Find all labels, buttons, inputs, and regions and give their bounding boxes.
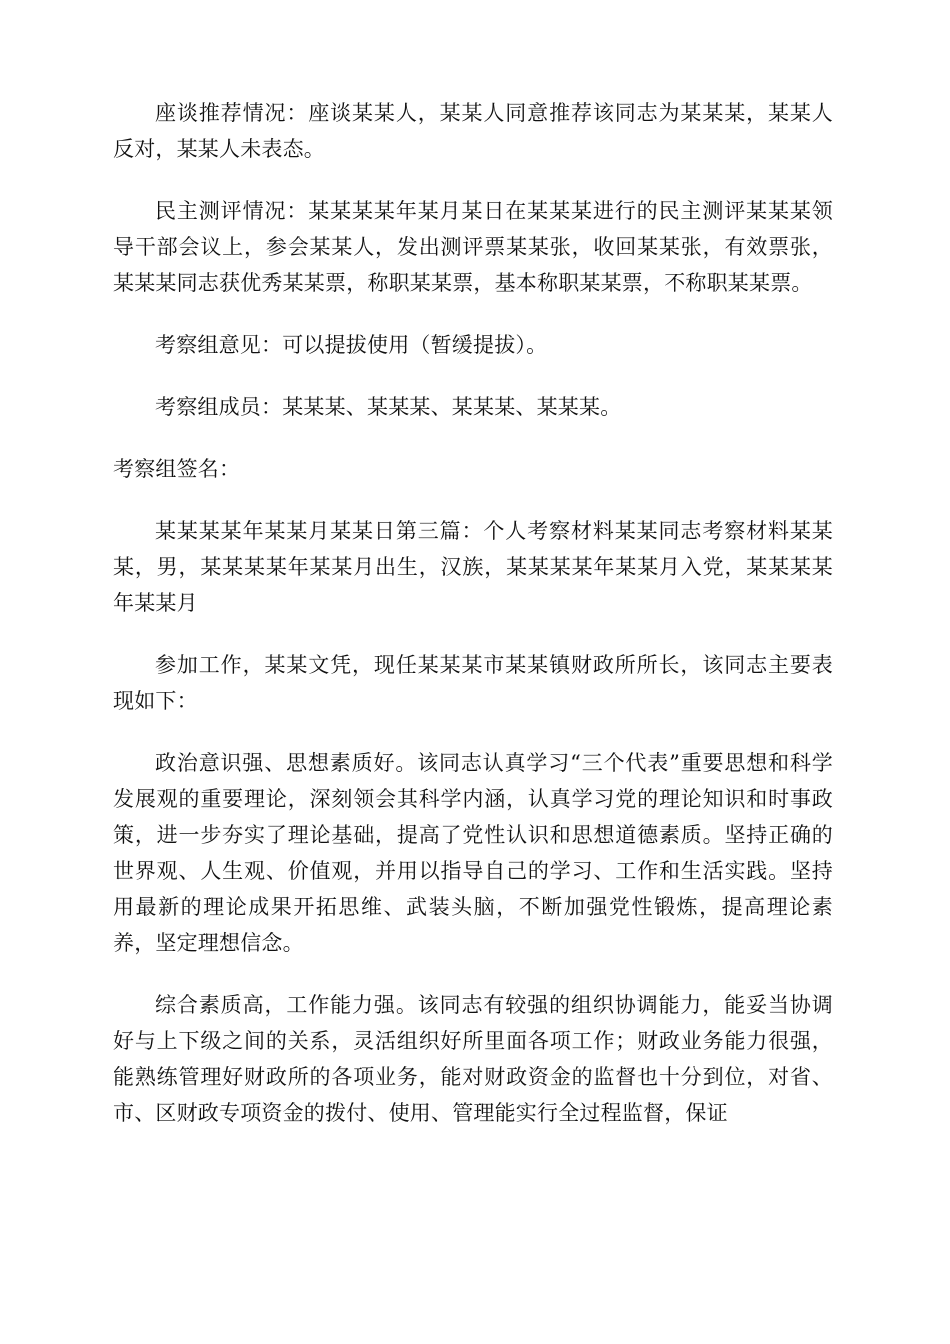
paragraph-work-info: 参加工作，某某文凭，现任某某某市某某镇财政所所长，该同志主要表现如下： [113,653,833,713]
paragraph-group-signature: 考察组签名： [113,457,241,481]
document-body [113,95,833,1157]
paragraph-political-awareness: 政治意识强、思想素质好。该同志认真学习“三个代表”重要思想和科学发展观的重要理论，深刻领会其科学内涵，认真学习党的理论知识和时事政策，进一步夯实了理论基础，提高了党性认识和思想道德素质。坚持正确的世界观、人生观、价值观，并用以指导自己的学习、工作和生活实践。坚持用最新的理论成果开拓思维、武装头脑，不断加强党性锻炼，提高理论素养，坚定理想信念。 [113,751,833,955]
paragraph-group-opinion: 考察组意见：可以提拔使用（暂缓提拔）。 [155,333,548,357]
paragraph-evaluation: 民主测评情况：某某某某年某月某日在某某某进行的民主测评某某某领导干部会议上，参会某某人，发出测评票某某张，收回某某张，有效票张，某某某同志获优秀某某票，称职某某票，基本称职某某票，不称职某某票。 [113,199,833,295]
paragraph-work-ability: 综合素质高，工作能力强。该同志有较强的组织协调能力，能妥当协调好与上下级之间的关系，灵活组织好所里面各项工作；财政业务能力很强，能熟练管理好财政所的各项业务，能对财政资金的监督也十分到位，对省、市、区财政专项资金的拨付、使用、管理能实行全过程监督，保证 [113,993,833,1125]
paragraph-recommendation: 座谈推荐情况：座谈某某人，某某人同意推荐该同志为某某某，某某人反对，某某人未表态。 [113,101,833,161]
paragraph-group-members: 考察组成员：某某某、某某某、某某某、某某某。 [155,395,622,419]
paragraph-personal-info: 某某某某年某某月某某日第三篇：个人考察材料某某同志考察材料某某某，男，某某某某年某某月出生，汉族，某某某某年某某月入党，某某某某年某某月 [113,519,833,615]
